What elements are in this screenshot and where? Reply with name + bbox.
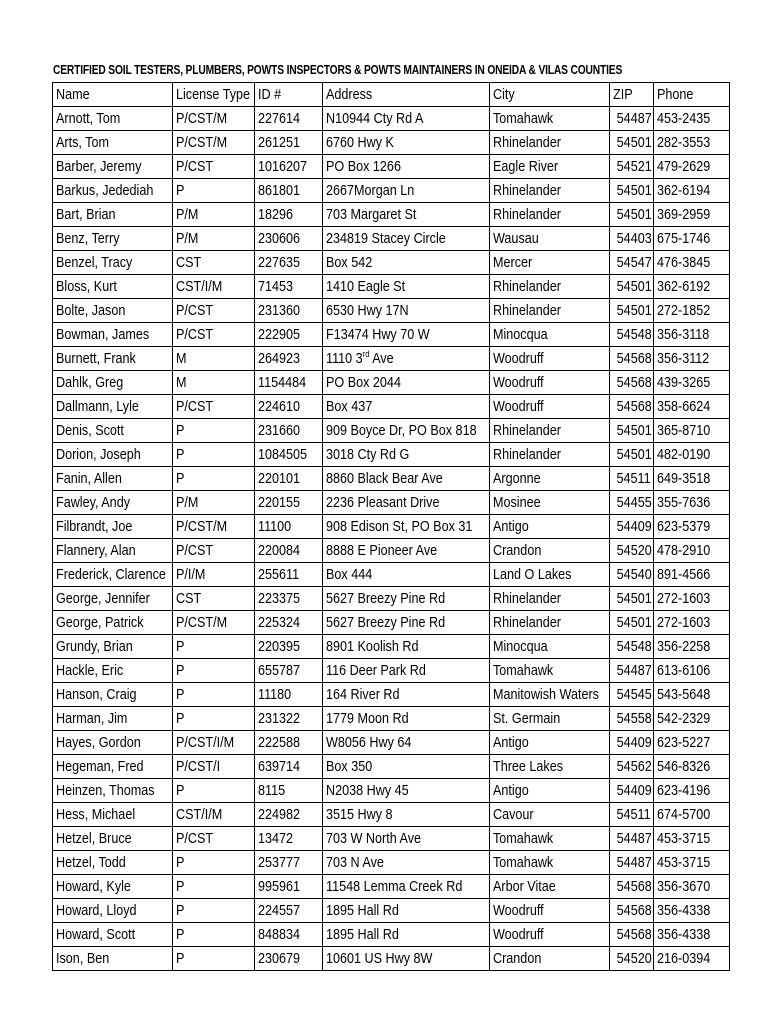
table-row xyxy=(53,635,730,659)
cell-phone: 891-4566 xyxy=(654,563,730,587)
cell-city: Minocqua xyxy=(490,635,610,659)
table-row xyxy=(53,779,730,803)
cell-address: 703 W North Ave xyxy=(323,827,490,851)
table-row xyxy=(53,803,730,827)
table-row xyxy=(53,275,730,299)
cell-phone: 365-8710 xyxy=(654,419,730,443)
cell-phone: 369-2959 xyxy=(654,203,730,227)
cell-phone: 453-3715 xyxy=(654,827,730,851)
cell-license-type: P xyxy=(173,899,255,923)
table-row xyxy=(53,491,730,515)
cell-name: Denis, Scott xyxy=(53,419,173,443)
cell-zip: 54501 xyxy=(610,299,654,323)
cell-id: 255611 xyxy=(255,563,323,587)
cell-zip: 54409 xyxy=(610,731,654,755)
cell-address: N10944 Cty Rd A xyxy=(323,107,490,131)
cell-license-type: P/CST/M xyxy=(173,107,255,131)
cell-license-type: P xyxy=(173,779,255,803)
cell-address: 5627 Breezy Pine Rd xyxy=(323,611,490,635)
table-row xyxy=(53,179,730,203)
cell-zip: 54511 xyxy=(610,803,654,827)
column-header-zip: ZIP xyxy=(610,83,654,107)
column-header-address: Address xyxy=(323,83,490,107)
table-row xyxy=(53,107,730,131)
cell-city: Tomahawk xyxy=(490,827,610,851)
cell-license-type: P xyxy=(173,419,255,443)
cell-zip: 54568 xyxy=(610,923,654,947)
column-header-id: ID # xyxy=(255,83,323,107)
cell-name: Dorion, Joseph xyxy=(53,443,173,467)
cell-id: 220101 xyxy=(255,467,323,491)
cell-city: Minocqua xyxy=(490,323,610,347)
cell-name: Hetzel, Bruce xyxy=(53,827,173,851)
cell-license-type: P xyxy=(173,923,255,947)
cell-address: Box 444 xyxy=(323,563,490,587)
cell-city: St. Germain xyxy=(490,707,610,731)
cell-address: 1110 3rd Ave xyxy=(323,347,490,371)
cell-name: Hetzel, Todd xyxy=(53,851,173,875)
cell-id: 639714 xyxy=(255,755,323,779)
cell-license-type: P/CST/M xyxy=(173,131,255,155)
cell-license-type: P xyxy=(173,683,255,707)
cell-city: Woodruff xyxy=(490,923,610,947)
cell-license-type: P/CST/I/M xyxy=(173,731,255,755)
cell-city: Argonne xyxy=(490,467,610,491)
table-row xyxy=(53,419,730,443)
cell-zip: 54511 xyxy=(610,467,654,491)
cell-address: 3515 Hwy 8 xyxy=(323,803,490,827)
cell-city: Tomahawk xyxy=(490,659,610,683)
cell-city: Cavour xyxy=(490,803,610,827)
cell-phone: 272-1603 xyxy=(654,587,730,611)
cell-license-type: P xyxy=(173,635,255,659)
cell-name: Fawley, Andy xyxy=(53,491,173,515)
cell-id: 848834 xyxy=(255,923,323,947)
cell-license-type: P/CST xyxy=(173,323,255,347)
cell-address: PO Box 1266 xyxy=(323,155,490,179)
table-row xyxy=(53,539,730,563)
cell-license-type: CST xyxy=(173,587,255,611)
cell-name: Arnott, Tom xyxy=(53,107,173,131)
cell-phone: 543-5648 xyxy=(654,683,730,707)
cell-zip: 54562 xyxy=(610,755,654,779)
cell-license-type: P/M xyxy=(173,491,255,515)
table-body xyxy=(53,107,730,971)
cell-license-type: P/CST xyxy=(173,395,255,419)
cell-city: Woodruff xyxy=(490,371,610,395)
cell-zip: 54540 xyxy=(610,563,654,587)
cell-name: Hess, Michael xyxy=(53,803,173,827)
cell-id: 18296 xyxy=(255,203,323,227)
cell-phone: 613-6106 xyxy=(654,659,730,683)
cell-address: N2038 Hwy 45 xyxy=(323,779,490,803)
cell-id: 13472 xyxy=(255,827,323,851)
cell-name: Dallmann, Lyle xyxy=(53,395,173,419)
cell-zip: 54568 xyxy=(610,875,654,899)
cell-name: Bowman, James xyxy=(53,323,173,347)
cell-phone: 453-3715 xyxy=(654,851,730,875)
cell-zip: 54501 xyxy=(610,419,654,443)
cell-name: Flannery, Alan xyxy=(53,539,173,563)
cell-city: Rhinelander xyxy=(490,587,610,611)
cell-name: Grundy, Brian xyxy=(53,635,173,659)
cell-license-type: P/M xyxy=(173,203,255,227)
cell-id: 264923 xyxy=(255,347,323,371)
cell-name: Dahlk, Greg xyxy=(53,371,173,395)
cell-city: Arbor Vitae xyxy=(490,875,610,899)
cell-id: 230606 xyxy=(255,227,323,251)
cell-zip: 54501 xyxy=(610,611,654,635)
cell-address: 2667Morgan Ln xyxy=(323,179,490,203)
cell-license-type: P xyxy=(173,851,255,875)
table-row xyxy=(53,875,730,899)
cell-license-type: CST xyxy=(173,251,255,275)
cell-address: 8888 E Pioneer Ave xyxy=(323,539,490,563)
cell-id: 11100 xyxy=(255,515,323,539)
cell-license-type: P/CST xyxy=(173,827,255,851)
document-title: CERTIFIED SOIL TESTERS, PLUMBERS, POWTS INSPECTORS & POWTS MAINTAINERS IN ONEIDA & VILAS COUNTIES xyxy=(53,63,623,77)
cell-city: Antigo xyxy=(490,779,610,803)
cell-zip: 54558 xyxy=(610,707,654,731)
cell-phone: 649-3518 xyxy=(654,467,730,491)
cell-zip: 54501 xyxy=(610,203,654,227)
table-row xyxy=(53,827,730,851)
table-row xyxy=(53,443,730,467)
cell-phone: 356-3670 xyxy=(654,875,730,899)
cell-zip: 54487 xyxy=(610,659,654,683)
column-header-name: Name xyxy=(53,83,173,107)
cell-phone: 542-2329 xyxy=(654,707,730,731)
cell-id: 8115 xyxy=(255,779,323,803)
cell-zip: 54487 xyxy=(610,851,654,875)
cell-id: 222905 xyxy=(255,323,323,347)
cell-name: Bart, Brian xyxy=(53,203,173,227)
cell-zip: 54409 xyxy=(610,515,654,539)
cell-city: Woodruff xyxy=(490,899,610,923)
cell-name: Hayes, Gordon xyxy=(53,731,173,755)
table-row xyxy=(53,395,730,419)
cell-phone: 356-2258 xyxy=(654,635,730,659)
cell-city: Mosinee xyxy=(490,491,610,515)
table-row xyxy=(53,563,730,587)
cell-zip: 54520 xyxy=(610,947,654,971)
cell-zip: 54409 xyxy=(610,779,654,803)
table-row xyxy=(53,923,730,947)
cell-city: Rhinelander xyxy=(490,299,610,323)
table-row xyxy=(53,947,730,971)
cell-license-type: CST/I/M xyxy=(173,803,255,827)
cell-id: 1016207 xyxy=(255,155,323,179)
cell-zip: 54568 xyxy=(610,347,654,371)
table-row xyxy=(53,467,730,491)
cell-phone: 546-8326 xyxy=(654,755,730,779)
cell-license-type: P xyxy=(173,947,255,971)
table-row xyxy=(53,371,730,395)
cell-city: Three Lakes xyxy=(490,755,610,779)
cell-zip: 54548 xyxy=(610,323,654,347)
cell-city: Manitowish Waters xyxy=(490,683,610,707)
cell-address: W8056 Hwy 64 xyxy=(323,731,490,755)
cell-city: Rhinelander xyxy=(490,443,610,467)
cell-name: Burnett, Frank xyxy=(53,347,173,371)
cell-address: 8901 Koolish Rd xyxy=(323,635,490,659)
cell-phone: 356-3118 xyxy=(654,323,730,347)
cell-address: 703 Margaret St xyxy=(323,203,490,227)
table-row xyxy=(53,203,730,227)
cell-id: 224610 xyxy=(255,395,323,419)
cell-name: Hegeman, Fred xyxy=(53,755,173,779)
cell-id: 227635 xyxy=(255,251,323,275)
column-header-phone: Phone xyxy=(654,83,730,107)
table-row xyxy=(53,755,730,779)
table-row xyxy=(53,155,730,179)
cell-name: Barkus, Jedediah xyxy=(53,179,173,203)
cell-zip: 54568 xyxy=(610,371,654,395)
cell-phone: 216-0394 xyxy=(654,947,730,971)
cell-id: 253777 xyxy=(255,851,323,875)
cell-zip: 54521 xyxy=(610,155,654,179)
cell-zip: 54501 xyxy=(610,179,654,203)
table-row xyxy=(53,251,730,275)
licensee-table xyxy=(52,82,730,971)
cell-id: 225324 xyxy=(255,611,323,635)
table-row xyxy=(53,851,730,875)
table-row xyxy=(53,515,730,539)
cell-address: 6530 Hwy 17N xyxy=(323,299,490,323)
cell-phone: 362-6192 xyxy=(654,275,730,299)
cell-id: 222588 xyxy=(255,731,323,755)
cell-id: 1154484 xyxy=(255,371,323,395)
cell-name: Heinzen, Thomas xyxy=(53,779,173,803)
cell-phone: 282-3553 xyxy=(654,131,730,155)
cell-license-type: P xyxy=(173,467,255,491)
cell-id: 224557 xyxy=(255,899,323,923)
cell-address: 1895 Hall Rd xyxy=(323,899,490,923)
cell-zip: 54487 xyxy=(610,107,654,131)
cell-license-type: P xyxy=(173,179,255,203)
cell-phone: 476-3845 xyxy=(654,251,730,275)
table-row xyxy=(53,323,730,347)
cell-zip: 54568 xyxy=(610,899,654,923)
cell-address: 2236 Pleasant Drive xyxy=(323,491,490,515)
cell-city: Rhinelander xyxy=(490,179,610,203)
table-row xyxy=(53,707,730,731)
cell-city: Rhinelander xyxy=(490,419,610,443)
cell-name: Howard, Kyle xyxy=(53,875,173,899)
cell-name: Bolte, Jason xyxy=(53,299,173,323)
cell-name: George, Jennifer xyxy=(53,587,173,611)
cell-license-type: P/CST xyxy=(173,299,255,323)
cell-license-type: P/CST/M xyxy=(173,611,255,635)
cell-id: 224982 xyxy=(255,803,323,827)
cell-name: George, Patrick xyxy=(53,611,173,635)
cell-id: 227614 xyxy=(255,107,323,131)
cell-address: 164 River Rd xyxy=(323,683,490,707)
cell-phone: 623-4196 xyxy=(654,779,730,803)
cell-id: 995961 xyxy=(255,875,323,899)
cell-city: Tomahawk xyxy=(490,107,610,131)
table-row xyxy=(53,659,730,683)
cell-zip: 54501 xyxy=(610,443,654,467)
table-row xyxy=(53,899,730,923)
cell-id: 220084 xyxy=(255,539,323,563)
table-row xyxy=(53,587,730,611)
cell-zip: 54568 xyxy=(610,395,654,419)
cell-address: Box 542 xyxy=(323,251,490,275)
cell-license-type: CST/I/M xyxy=(173,275,255,299)
column-header-license-type: License Type xyxy=(173,83,255,107)
table-header-row xyxy=(53,83,730,107)
cell-zip: 54548 xyxy=(610,635,654,659)
cell-city: Woodruff xyxy=(490,395,610,419)
table-row xyxy=(53,731,730,755)
cell-zip: 54501 xyxy=(610,275,654,299)
cell-license-type: M xyxy=(173,347,255,371)
cell-address: 1410 Eagle St xyxy=(323,275,490,299)
cell-phone: 356-3112 xyxy=(654,347,730,371)
cell-city: Tomahawk xyxy=(490,851,610,875)
cell-phone: 453-2435 xyxy=(654,107,730,131)
cell-phone: 482-0190 xyxy=(654,443,730,467)
cell-id: 71453 xyxy=(255,275,323,299)
cell-address: Box 437 xyxy=(323,395,490,419)
cell-phone: 358-6624 xyxy=(654,395,730,419)
cell-city: Rhinelander xyxy=(490,203,610,227)
cell-address: 703 N Ave xyxy=(323,851,490,875)
cell-license-type: M xyxy=(173,371,255,395)
cell-city: Crandon xyxy=(490,947,610,971)
cell-name: Filbrandt, Joe xyxy=(53,515,173,539)
cell-id: 655787 xyxy=(255,659,323,683)
cell-zip: 54547 xyxy=(610,251,654,275)
column-header-city: City xyxy=(490,83,610,107)
table-row xyxy=(53,347,730,371)
cell-city: Eagle River xyxy=(490,155,610,179)
cell-phone: 272-1852 xyxy=(654,299,730,323)
cell-address: 10601 US Hwy 8W xyxy=(323,947,490,971)
cell-id: 261251 xyxy=(255,131,323,155)
cell-name: Frederick, Clarence xyxy=(53,563,173,587)
cell-id: 220395 xyxy=(255,635,323,659)
cell-license-type: P/M xyxy=(173,227,255,251)
cell-phone: 356-4338 xyxy=(654,899,730,923)
cell-zip: 54501 xyxy=(610,131,654,155)
cell-address: 8860 Black Bear Ave xyxy=(323,467,490,491)
cell-phone: 362-6194 xyxy=(654,179,730,203)
cell-license-type: P xyxy=(173,659,255,683)
cell-name: Howard, Scott xyxy=(53,923,173,947)
cell-phone: 479-2629 xyxy=(654,155,730,179)
cell-name: Harman, Jim xyxy=(53,707,173,731)
cell-phone: 355-7636 xyxy=(654,491,730,515)
cell-phone: 356-4338 xyxy=(654,923,730,947)
cell-phone: 272-1603 xyxy=(654,611,730,635)
cell-zip: 54403 xyxy=(610,227,654,251)
cell-city: Antigo xyxy=(490,731,610,755)
cell-address: 909 Boyce Dr, PO Box 818 xyxy=(323,419,490,443)
cell-city: Antigo xyxy=(490,515,610,539)
cell-city: Woodruff xyxy=(490,347,610,371)
cell-id: 1084505 xyxy=(255,443,323,467)
table-row xyxy=(53,683,730,707)
cell-zip: 54545 xyxy=(610,683,654,707)
cell-phone: 675-1746 xyxy=(654,227,730,251)
cell-license-type: P/CST/M xyxy=(173,515,255,539)
cell-city: Wausau xyxy=(490,227,610,251)
cell-name: Ison, Ben xyxy=(53,947,173,971)
cell-zip: 54487 xyxy=(610,827,654,851)
cell-city: Rhinelander xyxy=(490,131,610,155)
cell-city: Rhinelander xyxy=(490,611,610,635)
cell-address: Box 350 xyxy=(323,755,490,779)
cell-name: Howard, Lloyd xyxy=(53,899,173,923)
cell-id: 11180 xyxy=(255,683,323,707)
cell-license-type: P xyxy=(173,875,255,899)
cell-license-type: P/CST xyxy=(173,539,255,563)
cell-address: 1779 Moon Rd xyxy=(323,707,490,731)
cell-name: Hanson, Craig xyxy=(53,683,173,707)
cell-phone: 439-3265 xyxy=(654,371,730,395)
cell-city: Land O Lakes xyxy=(490,563,610,587)
cell-name: Hackle, Eric xyxy=(53,659,173,683)
cell-name: Barber, Jeremy xyxy=(53,155,173,179)
cell-name: Bloss, Kurt xyxy=(53,275,173,299)
cell-id: 220155 xyxy=(255,491,323,515)
cell-license-type: P/I/M xyxy=(173,563,255,587)
cell-id: 230679 xyxy=(255,947,323,971)
table-row xyxy=(53,611,730,635)
cell-license-type: P/CST xyxy=(173,155,255,179)
cell-phone: 478-2910 xyxy=(654,539,730,563)
cell-zip: 54520 xyxy=(610,539,654,563)
cell-address: 6760 Hwy K xyxy=(323,131,490,155)
table-row xyxy=(53,227,730,251)
cell-address: 908 Edison St, PO Box 31 xyxy=(323,515,490,539)
cell-address: F13474 Hwy 70 W xyxy=(323,323,490,347)
cell-phone: 623-5227 xyxy=(654,731,730,755)
cell-address: PO Box 2044 xyxy=(323,371,490,395)
cell-city: Mercer xyxy=(490,251,610,275)
cell-id: 861801 xyxy=(255,179,323,203)
cell-city: Rhinelander xyxy=(490,275,610,299)
cell-name: Arts, Tom xyxy=(53,131,173,155)
cell-id: 231360 xyxy=(255,299,323,323)
cell-name: Benzel, Tracy xyxy=(53,251,173,275)
cell-phone: 674-5700 xyxy=(654,803,730,827)
cell-address: 116 Deer Park Rd xyxy=(323,659,490,683)
cell-zip: 54501 xyxy=(610,587,654,611)
cell-id: 223375 xyxy=(255,587,323,611)
cell-id: 231660 xyxy=(255,419,323,443)
table-row xyxy=(53,299,730,323)
cell-address: 5627 Breezy Pine Rd xyxy=(323,587,490,611)
cell-id: 231322 xyxy=(255,707,323,731)
cell-name: Fanin, Allen xyxy=(53,467,173,491)
cell-phone: 623-5379 xyxy=(654,515,730,539)
cell-license-type: P/CST/I xyxy=(173,755,255,779)
cell-address: 1895 Hall Rd xyxy=(323,923,490,947)
cell-city: Crandon xyxy=(490,539,610,563)
cell-address: 3018 Cty Rd G xyxy=(323,443,490,467)
cell-license-type: P xyxy=(173,443,255,467)
cell-address: 234819 Stacey Circle xyxy=(323,227,490,251)
cell-address: 11548 Lemma Creek Rd xyxy=(323,875,490,899)
cell-name: Benz, Terry xyxy=(53,227,173,251)
cell-zip: 54455 xyxy=(610,491,654,515)
cell-license-type: P xyxy=(173,707,255,731)
table-row xyxy=(53,131,730,155)
